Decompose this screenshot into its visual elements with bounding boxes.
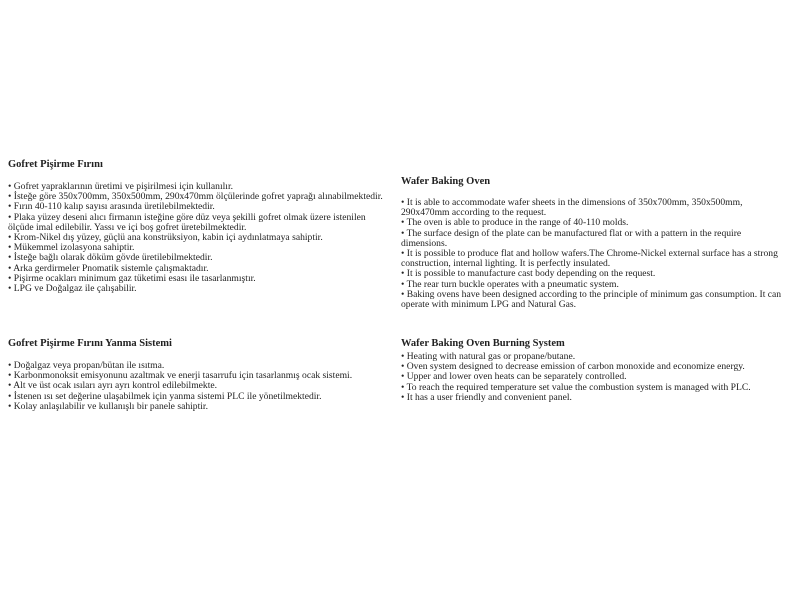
left-oven-section [8, 158, 393, 294]
right-burning-list [401, 352, 786, 403]
list-item: • İstenen ısı set değerine ulaşabilmek için yanma sistemi PLC ile yönetilmektedir. [8, 390, 322, 402]
list-item: • İsteğe göre 350x700mm, 350x500mm, 290x470mm ölçülerinde gofret yaprağı alınabilmektedir. [8, 191, 383, 203]
list-item: • Karbonmonoksit emisyonunu azaltmak ve enerji tasarrufu için tasarlanmış ocak sistemi. [8, 370, 353, 382]
list-item: • Heating with natural gas or propane/butane. [401, 351, 576, 362]
list-item: • Mükemmel izolasyona sahiptir. [8, 242, 135, 254]
list-item: • Alt ve üst ocak ısıları ayrı ayrı kontrol edilebilmekte. [8, 380, 218, 392]
list-item: • It has a user friendly and convenient panel. [401, 391, 572, 403]
left-burning-list [8, 361, 393, 412]
list-item: • The oven is able to produce in the range of 40-110 molds. [401, 217, 629, 229]
list-item: • Doğalgaz veya propan/bütan ile ısıtma. [8, 360, 165, 371]
list-item: • Gofret yapraklarının üretimi ve pişirilmesi için kullanılır. [8, 181, 234, 192]
right-burning-title: Wafer Baking Oven Burning System [401, 338, 565, 349]
right-oven-section [401, 175, 786, 310]
right-burning-section [401, 337, 786, 403]
list-item: • Fırın 40-110 kalıp sayısı arasında üretilebilmektedir. [8, 201, 215, 213]
list-item: • The rear turn buckle operates with a pneumatic system. [401, 278, 619, 290]
left-burning-title: Gofret Pişirme Fırını Yanma Sistemi [8, 338, 172, 349]
list-item: • Krom-Nikel dış yüzey, güçlü ana konstrüksiyon, kabin içi aydınlatmaya sahiptir. [8, 232, 323, 244]
list-item: • It is able to accommodate wafer sheets in the dimensions of 350x700mm, 350x500mm, 290x470mm according to the request. [401, 197, 743, 219]
list-item: • It is possible to manufacture cast body depending on the request. [401, 268, 656, 280]
left-oven-title: Gofret Pişirme Fırını [8, 159, 103, 170]
list-item: • Oven system designed to decrease emission of carbon monoxide and economize energy. [401, 361, 745, 373]
list-item: • Upper and lower oven heats can be separately controlled. [401, 371, 627, 383]
list-item: • The surface design of the plate can be manufactured flat or with a pattern in the require dimensions. [401, 227, 742, 249]
list-item: • Baking ovens have been designed according to the principle of minimum gas consumption. It can operate with minimum LPG and Natural Gas. [401, 288, 782, 311]
list-item: • Plaka yüzey deseni alıcı firmanın isteğine göre düz veya şekilli gofret olmak üzere istenilen ölçüde imal edilebilir. Yassı ve içi boş gofret üretebilmektedir. [8, 211, 366, 233]
list-item: • Pişirme ocakları minimum gaz tüketimi esası ile tasarlanmıştır. [8, 272, 256, 284]
right-oven-title: Wafer Baking Oven [401, 176, 491, 187]
left-burning-section [8, 337, 393, 412]
list-item: • To reach the required temperature set value the combustion system is managed with PLC. [401, 381, 751, 393]
list-item: • LPG ve Doğalgaz ile çalışabilir. [8, 283, 137, 295]
list-item: • Arka gerdirmeler Pnomatik sistemle çalışmaktadır. [8, 262, 209, 274]
list-item: • Kolay anlaşılabilir ve kullanışlı bir panele sahiptir. [8, 400, 208, 412]
left-oven-list [8, 182, 393, 294]
right-oven-list [401, 198, 786, 310]
list-item: • It is possible to produce flat and hollow wafers.The Chrome-Nickel external surface has a strong construction, internal lighting. It is perfectly insulated. [401, 248, 778, 270]
list-item: • İsteğe bağlı olarak döküm gövde üretilebilmektedir. [8, 252, 213, 264]
